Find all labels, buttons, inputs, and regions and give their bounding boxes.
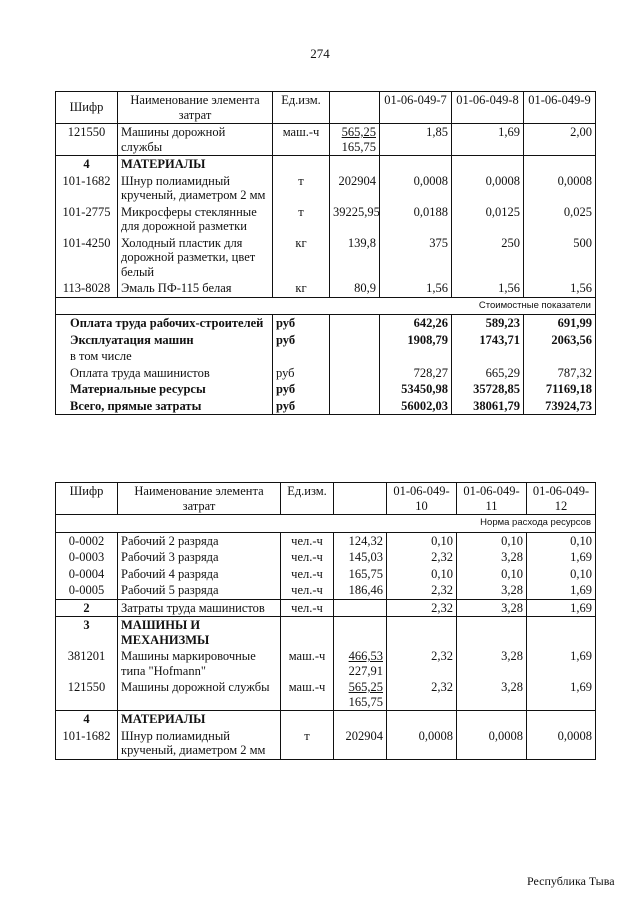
header-price bbox=[334, 483, 387, 515]
subheader-row bbox=[56, 297, 596, 315]
table-header bbox=[56, 483, 596, 515]
header-code: Шифр bbox=[56, 92, 118, 124]
header-col-3: 01-06-049-9 bbox=[524, 92, 596, 124]
price-split: 466,53 227,91 bbox=[334, 648, 387, 679]
header-unit: Ед.изм. bbox=[281, 483, 334, 515]
page-number: 274 bbox=[310, 46, 330, 61]
cost-row: Всего, прямые затраты руб 56002,03 38061,79 73924,73 bbox=[56, 398, 596, 415]
header-col-2: 01-06-049-8 bbox=[452, 92, 524, 124]
price-split: 565,25 165,75 bbox=[330, 124, 380, 156]
section-row: 2 Затраты труда машинистов чел.-ч 2,32 3,28 1,69 bbox=[56, 599, 596, 617]
section-row: 4 МАТЕРИАЛЫ bbox=[56, 711, 596, 728]
cost-row: Эксплуатация машин руб 1908,79 1743,71 2063,56 bbox=[56, 332, 596, 349]
table-row: 113-8028 Эмаль ПФ-115 белая кг 80,9 1,56 1,56 1,56 bbox=[56, 280, 596, 297]
cost-row: Оплата труда рабочих-строителей руб 642,26 589,23 691,99 bbox=[56, 315, 596, 332]
header-col-3: 01-06-049-12 bbox=[527, 483, 596, 515]
header-code: Шифр bbox=[56, 483, 118, 515]
footer-region: Республика Тыва bbox=[527, 874, 615, 888]
cost-row: в том числе bbox=[56, 348, 596, 365]
header-name: Наименование элемента затрат bbox=[118, 92, 273, 124]
header-col-2: 01-06-049-11 bbox=[457, 483, 527, 515]
table-header bbox=[56, 92, 596, 124]
section-row: 3 МАШИНЫ И МЕХАНИЗМЫ bbox=[56, 617, 596, 649]
table-row: 0-0004 Рабочий 4 разряда чел.-ч 165,75 0,10 0,10 0,10 bbox=[56, 566, 596, 583]
cost-row: Материальные ресурсы руб 53450,98 35728,85 71169,18 bbox=[56, 381, 596, 398]
resource-table-1 bbox=[55, 91, 596, 415]
table-row: 121550 Машины дорожной службы маш.-ч 565,25 165,75 2,32 3,28 1,69 bbox=[56, 679, 596, 711]
resource-table-2 bbox=[55, 482, 596, 760]
price-split: 565,25 165,75 bbox=[334, 679, 387, 711]
table-row: 0-0002 Рабочий 2 разряда чел.-ч 124,32 0,10 0,10 0,10 bbox=[56, 532, 596, 549]
table-row: 121550 Машины дорожной службы маш.-ч 565,25 165,75 1,85 1,69 2,00 bbox=[56, 124, 596, 156]
subheader-resource-norm: Норма расхода ресурсов bbox=[56, 515, 596, 533]
table-row: 101-4250 Холодный пластик для дорожной разметки, цвет белый кг 139,8 375 250 500 bbox=[56, 235, 596, 281]
table-row: 101-2775 Микросферы стеклянные для дорожной разметки т 39225,95 0,0188 0,0125 0,025 bbox=[56, 204, 596, 235]
header-col-1: 01-06-049-7 bbox=[380, 92, 452, 124]
table-row: 381201 Машины маркировочные типа "Hofmann" маш.-ч 466,53 227,91 2,32 3,28 1,69 bbox=[56, 648, 596, 679]
subheader-cost-indicators: Стоимостные показатели bbox=[56, 297, 596, 315]
header-price bbox=[330, 92, 380, 124]
cost-row: Оплата труда машинистов руб 728,27 665,29 787,32 bbox=[56, 365, 596, 382]
header-col-1: 01-06-049-10 bbox=[387, 483, 457, 515]
table-row: 0-0003 Рабочий 3 разряда чел.-ч 145,03 2,32 3,28 1,69 bbox=[56, 549, 596, 566]
table-row: 101-1682 Шнур полиамидный крученый, диаметром 2 мм т 202904 0,0008 0,0008 0,0008 bbox=[56, 173, 596, 204]
section-row: 4 МАТЕРИАЛЫ bbox=[56, 156, 596, 173]
header-name: Наименование элемента затрат bbox=[118, 483, 281, 515]
table-row: 0-0005 Рабочий 5 разряда чел.-ч 186,46 2,32 3,28 1,69 bbox=[56, 582, 596, 599]
table-row: 101-1682 Шнур полиамидный крученый, диаметром 2 мм т 202904 0,0008 0,0008 0,0008 bbox=[56, 728, 596, 760]
subheader-row bbox=[56, 515, 596, 533]
header-unit: Ед.изм. bbox=[273, 92, 330, 124]
